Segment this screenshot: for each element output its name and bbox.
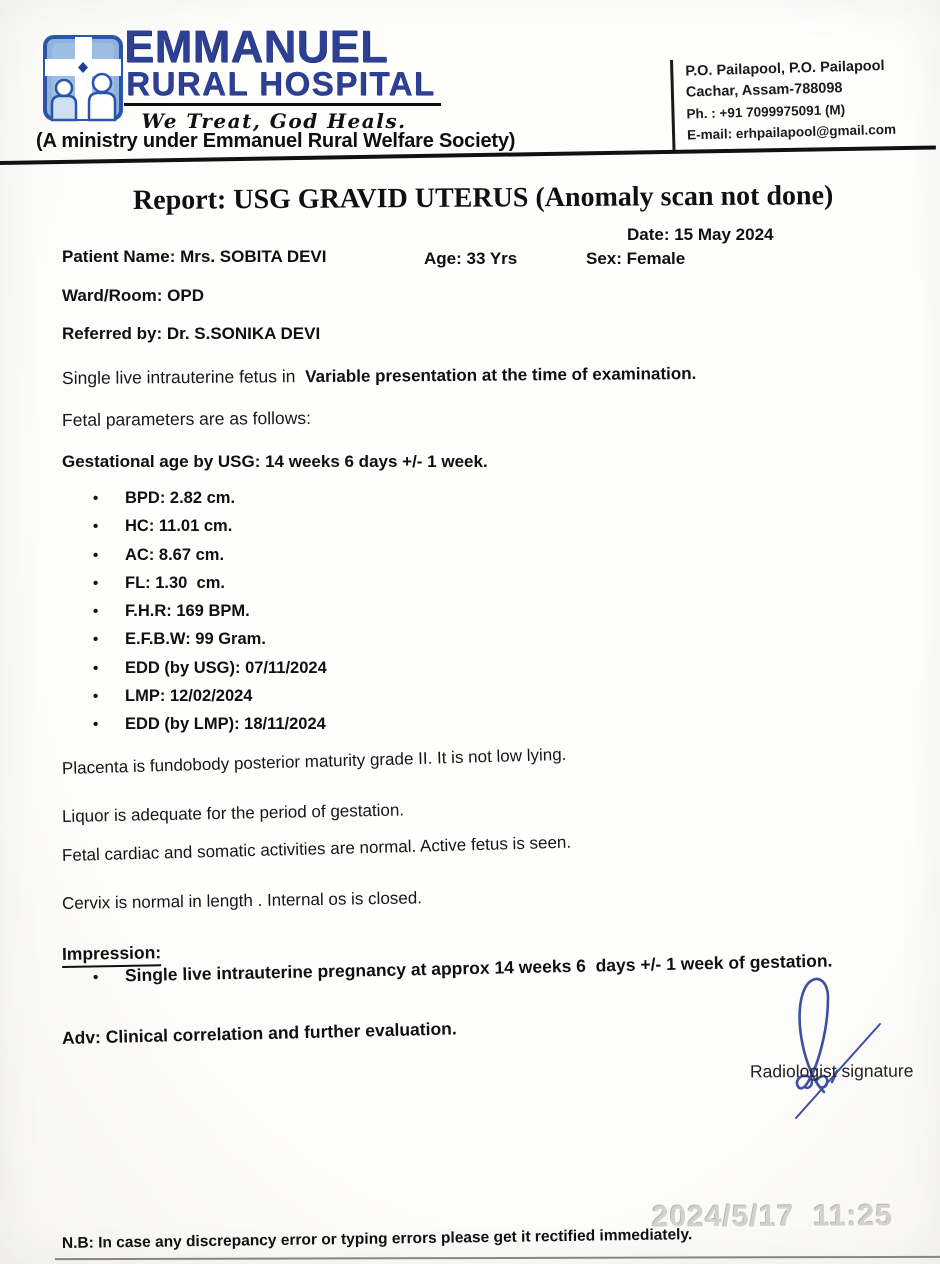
gestational-age: Gestational age by USG: 14 weeks 6 days +/- 1 week. bbox=[62, 452, 488, 471]
signature-caption: Radiologist signature bbox=[749, 1060, 914, 1082]
parameter-value: EDD (by USG): 07/11/2024 bbox=[125, 658, 327, 677]
presentation-detail: Variable presentation at the time of examination. bbox=[305, 364, 697, 387]
presentation-line bbox=[62, 363, 696, 389]
bullet-icon: • bbox=[93, 518, 99, 536]
ward-room: Ward/Room: OPD bbox=[62, 286, 204, 305]
report-title: Report: USG GRAVID UTERUS (Anomaly scan not done) bbox=[132, 180, 834, 216]
hospital-logo-icon bbox=[42, 30, 124, 129]
parameter-value: EDD (by LMP): 18/11/2024 bbox=[125, 715, 326, 734]
hospital-name-sub: RURAL HOSPITAL bbox=[124, 66, 441, 106]
referred-by: Referred by: Dr. S.SONIKA DEVI bbox=[62, 324, 321, 343]
patient-age: Age: 33 Yrs bbox=[424, 249, 518, 268]
list-item bbox=[93, 715, 327, 743]
list-item bbox=[93, 602, 327, 630]
bullet-icon: • bbox=[93, 659, 99, 677]
list-item bbox=[93, 687, 327, 715]
contact-block bbox=[670, 53, 937, 150]
impression-text: Single live intrauterine pregnancy at approx 14 weeks 6 days +/- 1 week of gestation. bbox=[124, 950, 833, 986]
parameters-intro: Fetal parameters are as follows: bbox=[61, 407, 312, 430]
paper-edge-line bbox=[55, 1256, 940, 1260]
report-date: Date: 15 May 2024 bbox=[627, 225, 774, 244]
bullet-icon: • bbox=[93, 688, 99, 706]
bullet-icon: • bbox=[93, 603, 99, 621]
list-item bbox=[93, 574, 327, 602]
bullet-icon: • bbox=[93, 716, 99, 734]
bullet-icon: • bbox=[93, 631, 99, 649]
parameter-value: LMP: 12/02/2024 bbox=[125, 687, 253, 706]
hospital-tagline: We Treat, God Heals. bbox=[141, 109, 407, 133]
parameter-value: F.H.R: 169 BPM. bbox=[125, 602, 250, 621]
bullet-icon: • bbox=[93, 490, 99, 507]
patient-sex: Sex: Female bbox=[586, 249, 686, 268]
parameter-value: FL: 1.30 cm. bbox=[125, 573, 225, 592]
fetal-parameters-list bbox=[93, 489, 327, 744]
finding-cervix: Cervix is normal in length . Internal os is closed. bbox=[61, 888, 423, 913]
bullet-icon: • bbox=[93, 574, 99, 592]
list-item bbox=[93, 517, 327, 545]
patient-name: Patient Name: Mrs. SOBITA DEVI bbox=[62, 247, 327, 266]
hospital-name: EMMANUEL bbox=[124, 21, 388, 72]
finding-cardiac: Fetal cardiac and somatic activities are normal. Active fetus is seen. bbox=[61, 832, 572, 865]
parameter-value: HC: 11.01 cm. bbox=[125, 517, 233, 536]
contact-address-2: Cachar, Assam-788098 bbox=[685, 80, 843, 101]
contact-phone: Ph. : +91 7099975091 (M) bbox=[686, 102, 846, 122]
finding-placenta: Placenta is fundobody posterior maturity grade II. It is not low lying. bbox=[61, 744, 567, 778]
finding-liquor: Liquor is adequate for the period of gestation. bbox=[61, 800, 405, 826]
impression-label: Impression: bbox=[62, 942, 162, 968]
list-item bbox=[93, 546, 327, 574]
bullet-icon: • bbox=[92, 968, 99, 986]
ministry-note: (A ministry under Emmanuel Rural Welfare Society) bbox=[36, 130, 516, 152]
parameter-value: AC: 8.67 cm. bbox=[125, 545, 225, 564]
advice-line: Adv: Clinical correlation and further evaluation. bbox=[61, 1018, 457, 1048]
contact-email: E-mail: erhpailapool@gmail.com bbox=[686, 121, 897, 143]
camera-timestamp: 2024/5/17 11:25 bbox=[651, 1199, 894, 1234]
parameter-value: E.F.B.W: 99 Gram. bbox=[125, 630, 266, 649]
bullet-icon: • bbox=[93, 546, 99, 564]
nb-note: N.B: In case any discrepancy error or typing errors please get it rectified immediately. bbox=[61, 1226, 693, 1252]
list-item bbox=[93, 630, 327, 658]
parameter-value: BPD: 2.82 cm. bbox=[125, 489, 236, 507]
radiologist-signature-icon bbox=[758, 972, 928, 1127]
contact-address-1: P.O. Pailapool, P.O. Pailapool bbox=[685, 58, 885, 80]
list-item bbox=[93, 489, 327, 517]
presentation-prefix: Single live intrauterine fetus in bbox=[61, 366, 306, 388]
list-item bbox=[93, 659, 327, 687]
